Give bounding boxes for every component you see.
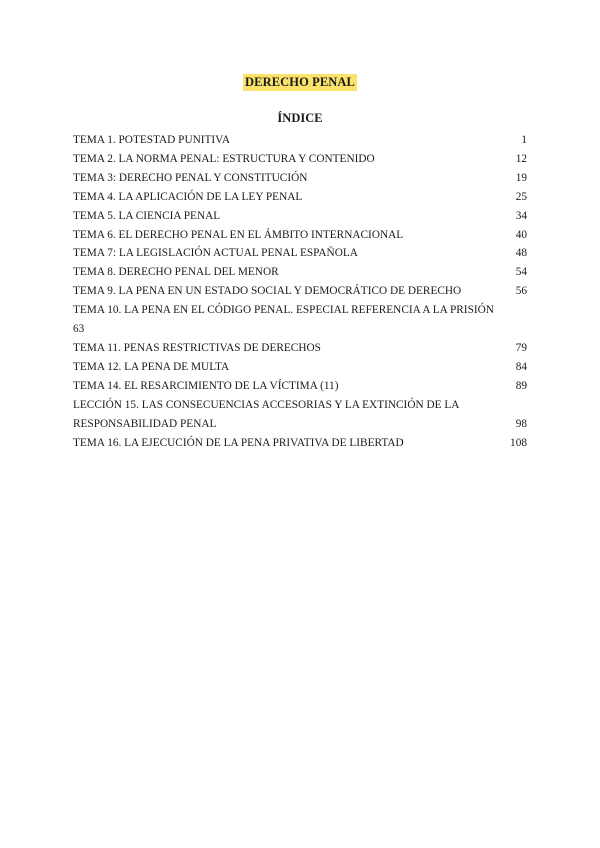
toc-entry[interactable] <box>73 434 527 453</box>
toc-entry-label: TEMA 10. LA PENA EN EL CÓDIGO PENAL. ESPECIAL REFERENCIA A LA PRISIÓN <box>73 304 494 317</box>
toc-entry-page: 40 <box>515 228 527 241</box>
toc-entry[interactable] <box>73 396 527 434</box>
toc-entry[interactable] <box>73 244 527 263</box>
document-title: DERECHO PENAL <box>245 75 355 89</box>
toc-entry-page: 1 <box>521 134 527 146</box>
toc-entry-label: TEMA 2. LA NORMA PENAL: ESTRUCTURA Y CONTENIDO <box>73 152 375 165</box>
toc-entry-label: TEMA 8. DERECHO PENAL DEL MENOR <box>73 266 279 279</box>
toc-entry-page: 48 <box>515 247 527 260</box>
toc-entry-label: TEMA 9. LA PENA EN UN ESTADO SOCIAL Y DEMOCRÁTICO DE DERECHO <box>73 285 462 298</box>
toc-entry-label: TEMA 6. EL DERECHO PENAL EN EL ÁMBITO INTERNACIONAL <box>73 228 404 241</box>
toc-entry[interactable] <box>73 131 527 150</box>
toc-entry-label: TEMA 14. EL RESARCIMIENTO DE LA VÍCTIMA (11) <box>73 379 339 392</box>
toc-entry[interactable] <box>73 188 527 207</box>
toc-entry-page: 34 <box>515 209 527 222</box>
toc-entry-label: TEMA 1. POTESTAD PUNITIVA <box>73 134 231 146</box>
toc-entry[interactable] <box>73 169 527 188</box>
toc-entry[interactable] <box>73 226 527 245</box>
toc-entry-page: 12 <box>515 152 527 165</box>
toc-entry-page: 63 <box>73 323 85 336</box>
toc-entry-page: 25 <box>515 190 527 203</box>
toc-entry-page: 84 <box>515 360 527 373</box>
toc-entry[interactable] <box>73 263 527 282</box>
toc-entry[interactable] <box>73 301 527 339</box>
toc-entry-label: TEMA 11. PENAS RESTRICTIVAS DE DERECHOS <box>73 341 321 354</box>
toc-entry-page: 56 <box>515 285 527 298</box>
toc-entry[interactable] <box>73 377 527 396</box>
toc-entry-label: TEMA 16. LA EJECUCIÓN DE LA PENA PRIVATIVA DE LIBERTAD <box>73 436 404 449</box>
toc-entry-page: 19 <box>515 171 527 184</box>
toc-entry[interactable] <box>73 358 527 377</box>
toc-entry-label: TEMA 5. LA CIENCIA PENAL <box>73 209 221 222</box>
table-of-contents <box>73 131 527 452</box>
toc-entry-page: 79 <box>515 341 527 354</box>
toc-entry-label: TEMA 7: LA LEGISLACIÓN ACTUAL PENAL ESPAÑOLA <box>73 247 358 260</box>
toc-entry-page: 54 <box>515 266 527 279</box>
toc-entry[interactable] <box>73 339 527 358</box>
toc-entry-label: TEMA 4. LA APLICACIÓN DE LA LEY PENAL <box>73 190 303 203</box>
toc-entry-label: LECCIÓN 15. LAS CONSECUENCIAS ACCESORIAS Y LA EXTINCIÓN DE LA RESPONSABILIDAD PENAL <box>73 398 459 430</box>
toc-entry[interactable] <box>73 207 527 226</box>
toc-entry-page: 89 <box>515 379 527 392</box>
toc-entry[interactable] <box>73 150 527 169</box>
toc-entry[interactable] <box>73 282 527 301</box>
title-container <box>0 73 600 91</box>
index-heading: ÍNDICE <box>277 111 323 125</box>
toc-entry-page: 108 <box>510 436 527 449</box>
toc-entry-label: TEMA 3: DERECHO PENAL Y CONSTITUCIÓN <box>73 171 308 184</box>
toc-entry-page: 98 <box>515 417 527 430</box>
toc-entry-label: TEMA 12. LA PENA DE MULTA <box>73 360 230 373</box>
